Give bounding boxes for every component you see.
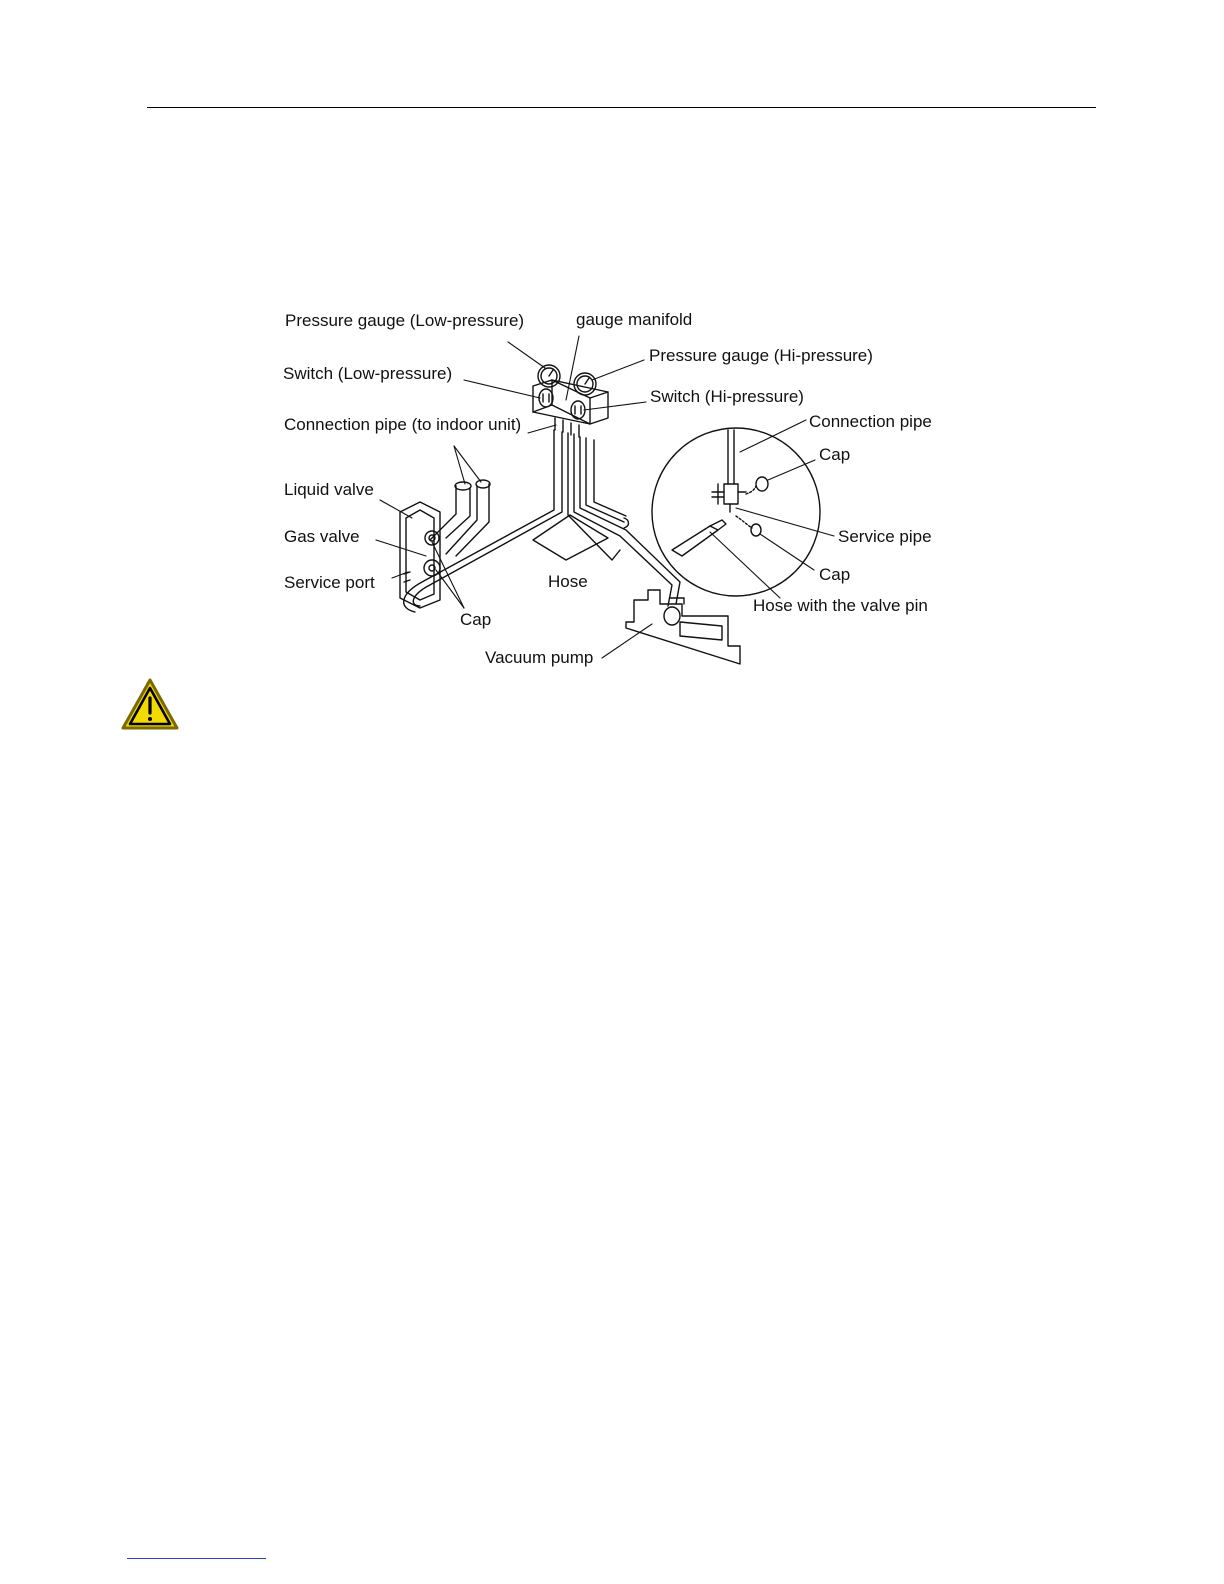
label-hose: Hose (548, 572, 588, 591)
footer-rule (127, 1558, 266, 1559)
connection-pipe-indoor-shape (430, 480, 490, 556)
pressure-gauge-low-shape (538, 365, 560, 387)
label-cap-right: Cap (819, 565, 851, 584)
label-vacuum-pump: Vacuum pump (485, 648, 594, 667)
label-connection-pipe: Connection pipe (809, 412, 932, 431)
label-cap-top: Cap (819, 445, 851, 464)
label-hose-with-valve-pin: Hose with the valve pin (753, 596, 928, 615)
switch-low-shape (539, 389, 553, 407)
label-switch-low: Switch (Low-pressure) (283, 364, 453, 383)
pressure-gauge-hi-shape (574, 373, 596, 395)
label-service-port: Service port (284, 573, 375, 592)
label-connection-pipe-indoor: Connection pipe (to indoor unit) (284, 415, 522, 434)
hose-shapes (404, 430, 680, 612)
label-cap-bottom: Cap (460, 610, 492, 629)
switch-hi-shape (571, 401, 585, 419)
label-liquid-valve: Liquid valve (284, 480, 374, 499)
vacuum-pump-shape (626, 590, 740, 664)
label-pressure-gauge-low: Pressure gauge (Low-pressure) (285, 311, 525, 330)
label-pressure-gauge-hi: Pressure gauge (Hi-pressure) (649, 346, 873, 365)
label-gauge-manifold: gauge manifold (576, 310, 693, 329)
label-gas-valve: Gas valve (284, 527, 360, 546)
label-switch-hi: Switch (Hi-pressure) (650, 387, 804, 406)
magnified-detail (652, 428, 820, 596)
warning-triangle-icon (120, 677, 180, 733)
label-service-pipe: Service pipe (838, 527, 932, 546)
